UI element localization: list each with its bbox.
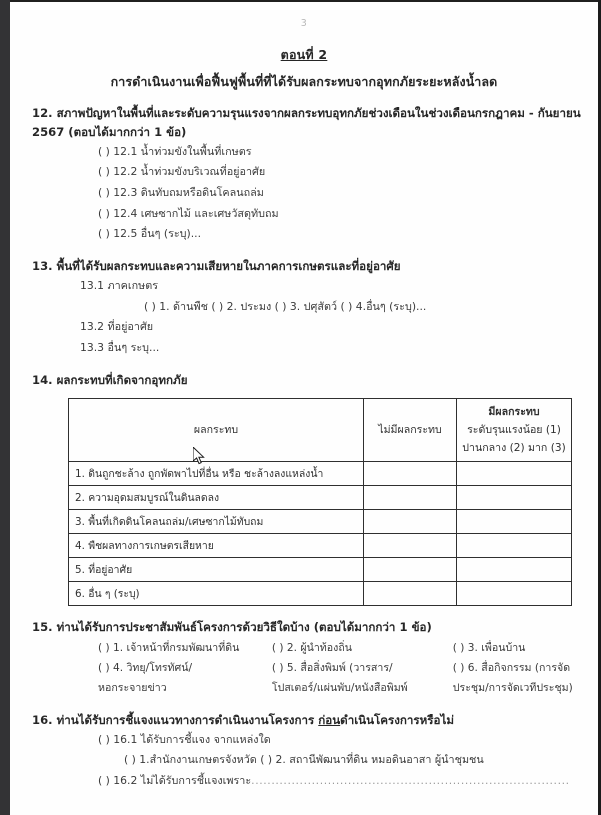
document-subtitle: การดำเนินงานเพื่อฟื้นฟูพื้นที่ที่ได้รับผลกระทบจากอุทกภัยระยะหลังน้ำลด [110,74,498,89]
impact-table-wrapper [32,398,582,607]
question-15-heading: 15. ท่านได้รับการประชาสัมพันธ์โครงการด้วยวิธีใดบ้าง (ตอบได้มากกว่า 1 ข้อ) [32,620,432,635]
question-15-option-row-2 [98,659,582,679]
option-12-3[interactable]: ( ) 12.3 ดินทับถมหรือดินโคลนถล่ม [98,186,264,199]
impact-row-6-has-impact-cell[interactable] [457,582,572,606]
impact-table-col-has-impact [457,398,572,462]
question-16 [32,711,582,792]
option-12-5[interactable]: ( ) 12.5 อื่นๆ (ระบุ)... [98,227,202,241]
option-15-5-cont: โปสเตอร์/แผ่นพับ/หนังสือพิมพ์ [271,681,408,694]
question-12-heading: 12. สภาพปัญหาในพื้นที่และระดับความรุนแรงจากผลกระทบอุทกภัยช่วงเดือนในช่วงเดือนกรกฎาคม - กันยายน [32,106,581,120]
option-15-4[interactable]: ( ) 4. วิทยุ/โทรทัศน์/ [98,661,193,674]
question-13 [32,257,582,359]
impact-table-col-impact: ผลกระทบ [69,398,364,462]
table-row [69,582,572,606]
impact-table-col-has-impact-line2: ปานกลาง (2) มาก (3) [462,442,566,455]
page-number: 3 [300,18,308,29]
impact-row-2-has-impact-cell[interactable] [457,486,572,510]
impact-table-col-has-impact-title: มีผลกระทบ [488,405,540,418]
question-16-heading-before: 16. ท่านได้รับการชี้แจงแนวทางการดำเนินงานโครงการ [32,712,319,727]
impact-row-4-label: 4. พืชผลทางการเกษตรเสียหาย [69,534,364,558]
impact-row-5-no-impact-cell[interactable] [364,558,457,582]
impact-row-3-has-impact-cell[interactable] [457,510,572,534]
impact-row-1-has-impact-cell[interactable] [457,462,572,486]
question-12-heading-cont: 2567 (ตอบได้มากกว่า 1 ข้อ) [32,124,187,139]
impact-row-5-label: 5. ที่อยู่อาศัย [69,558,364,582]
option-15-4-cont: หอกระจายข่าว [98,681,167,694]
question-16-heading [32,711,582,730]
question-15-option-row-3 [98,679,582,699]
question-16-heading-emphasis: ก่อน [318,712,341,727]
document-part-label: ตอนที่ 2 [280,47,328,62]
table-row [69,462,572,486]
table-row [69,558,572,582]
question-14 [32,371,582,606]
option-12-4[interactable]: ( ) 12.4 เศษซากไม้ และเศษวัสดุทับถม [98,206,279,220]
question-13-2-label: 13.2 ที่อยู่อาศัย [80,320,154,334]
impact-row-1-no-impact-cell[interactable] [364,462,457,486]
option-16-2-fill-line: ............................................................................... [251,773,570,787]
impact-table-header-row [69,398,572,462]
impact-row-3-no-impact-cell[interactable] [364,510,457,534]
option-15-5[interactable]: ( ) 5. สื่อสิ่งพิมพ์ (วารสาร/ [271,661,393,674]
impact-row-5-has-impact-cell[interactable] [457,558,572,582]
question-13-3-label: 13.3 อื่นๆ ระบุ... [80,341,160,355]
question-12 [32,104,582,245]
impact-table [68,398,572,607]
impact-row-4-has-impact-cell[interactable] [457,534,572,558]
question-15-option-row-1 [98,639,582,659]
table-row [69,534,572,558]
option-15-6[interactable]: ( ) 6. สื่อกิจกรรม (การจัด [452,661,571,674]
table-row [69,510,572,534]
option-15-6-cont: ประชุม/การจัดเวทีประชุม) [452,681,573,694]
question-13-1-options[interactable]: ( ) 1. ด้านพืช ( ) 2. ประมง ( ) 3. ปศุสัตว์ ( ) 4.อื่นๆ (ระบุ)... [144,299,427,313]
impact-row-3-label: 3. พื้นที่เกิดดินโคลนถล่ม/เศษซากไม้ทับถม [69,510,364,534]
impact-row-2-no-impact-cell[interactable] [364,486,457,510]
option-16-2[interactable] [32,771,582,792]
question-15 [32,618,582,699]
option-15-1[interactable]: ( ) 1. เจ้าหน้าที่กรมพัฒนาที่ดิน [98,642,240,655]
option-16-1[interactable]: ( ) 16.1 ได้รับการชี้แจง จากแหล่งใด [98,732,271,746]
question-13-heading: 13. พื้นที่ได้รับผลกระทบและความเสียหายในภาคการเกษตรและที่อยู่อาศัย [32,259,401,274]
question-15-options-grid [32,639,582,699]
impact-table-col-no-impact: ไม่มีผลกระทบ [364,398,457,462]
document-content [32,104,582,792]
option-12-2[interactable]: ( ) 12.2 น้ำท่วมขังบริเวณที่อยู่อาศัย [98,165,266,179]
question-13-1-label: 13.1 ภาคเกษตร [80,278,159,292]
viewer-left-gutter [0,0,10,815]
impact-row-6-no-impact-cell[interactable] [364,582,457,606]
impact-table-col-has-impact-line1: ระดับรุนแรงน้อย (1) [467,423,561,436]
question-14-heading: 14. ผลกระทบที่เกิดจากอุทกภัย [32,372,188,387]
impact-row-1-label: 1. ดินถูกชะล้าง ถูกพัดพาไปที่อื่น หรือ ชะล้างลงแหล่งน้ำ [69,462,364,486]
option-16-1-sources[interactable]: ( ) 1.สำนักงานเกษตรจังหวัด ( ) 2. สถานีพัฒนาที่ดิน หมอดินอาสา ผู้นำชุมชน [124,753,484,767]
impact-row-6-label: 6. อื่น ๆ (ระบุ) [69,582,364,606]
option-12-1[interactable]: ( ) 12.1 น้ำท่วมขังในพื้นที่เกษตร [98,144,252,158]
document-page [10,2,598,815]
option-16-2-label: ( ) 16.2 ไม่ได้รับการชี้แจงเพราะ [98,773,252,787]
question-16-heading-after: ดำเนินโครงการหรือไม่ [340,712,454,727]
option-15-2[interactable]: ( ) 2. ผู้นำท้องถิ่น [271,642,352,655]
document-title-block [10,45,598,92]
impact-row-2-label: 2. ความอุดมสมบูรณ์ในดินลดลง [69,486,364,510]
option-15-3[interactable]: ( ) 3. เพื่อนบ้าน [452,642,526,655]
impact-row-4-no-impact-cell[interactable] [364,534,457,558]
table-row [69,486,572,510]
